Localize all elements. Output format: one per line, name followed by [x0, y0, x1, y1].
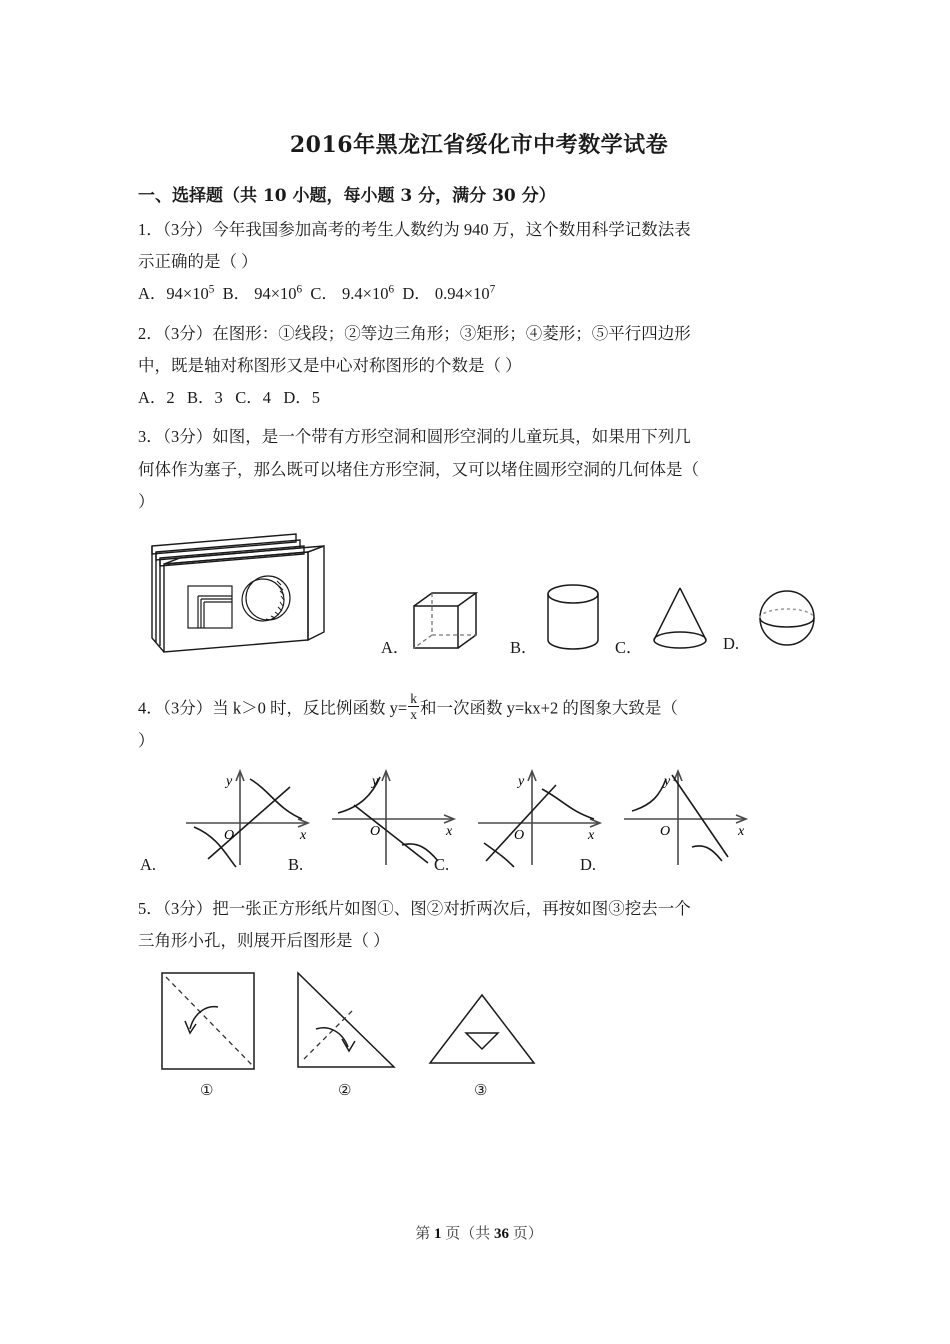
question-4-text-post: 和一次函数 y=kx+2 的图象大致是（ [419, 698, 678, 718]
fold-caption-1: ① [200, 1083, 214, 1100]
option-b-label-q3: B． [510, 637, 538, 657]
question-3 [138, 421, 820, 518]
question-2-text-line1: 在图形：①线段；②等边三角形；③矩形；④菱形；⑤平行四边形 [212, 323, 691, 343]
question-5-text-line1: 把一张正方形纸片如图①、图②对折两次后，再按如图③挖去一个 [212, 898, 691, 918]
question-5-score: （3分） [162, 898, 213, 918]
question-4-text-line2: ） [138, 730, 155, 750]
option-a: A．2 [138, 388, 175, 408]
fold-step-2-figure [290, 967, 402, 1075]
option-a-label-q3: A． [381, 637, 410, 657]
graph-label-b: B. [288, 854, 304, 874]
cube-icon [410, 590, 482, 652]
option-c: C．4 [235, 388, 271, 408]
fold-caption-2: ② [338, 1083, 352, 1100]
option-a-base: 94×10 [166, 284, 209, 304]
graph-label-c: C. [434, 854, 450, 874]
question-2-score: （3分） [162, 323, 213, 343]
axis-label-x: x [588, 827, 595, 843]
axis-label-origin: O [514, 827, 525, 843]
question-4 [138, 692, 820, 757]
question-3-figure [138, 522, 820, 682]
question-1-number: 1． [138, 220, 163, 239]
option-b-exponent: 6 [296, 283, 303, 296]
axis-label-origin: O [660, 823, 671, 839]
graph-label-a: A. [140, 854, 157, 874]
axis-label-x: x [300, 827, 307, 843]
axis-label-origin: O [370, 823, 381, 839]
question-1 [138, 214, 820, 278]
question-3-score: （3分） [162, 427, 213, 447]
axis-label-x: x [738, 823, 745, 839]
axis-label-y: y [664, 773, 671, 789]
footer-total-pages: 36 [494, 1226, 509, 1242]
option-d-exponent: 7 [489, 283, 496, 296]
question-5-text-line2: 三角形小孔，则展开后图形是（ ） [138, 930, 390, 950]
axis-label-x: x [446, 823, 453, 839]
axis-label-y: y [518, 773, 525, 789]
graph-label-d: D. [580, 854, 597, 874]
footer-suffix: 页） [512, 1226, 543, 1242]
question-5-number: 5． [138, 898, 163, 918]
question-1-options [138, 278, 820, 309]
option-d-label: D． [402, 284, 431, 304]
option-a-exponent: 5 [208, 283, 215, 296]
question-4-figure [138, 759, 820, 887]
option-d: D．5 [283, 388, 320, 408]
question-3-text-line2: 何体作为塞子，那么既可以堵住方形空洞，又可以堵住圆形空洞的几何体是（ [138, 459, 699, 479]
toy-block-figure [146, 528, 376, 668]
page-title: 2016年黑龙江省绥化市中考数学试卷 [289, 132, 669, 158]
option-b: B．3 [187, 388, 223, 408]
question-1-text-line1: 今年我国参加高考的考生人数约为 940 万，这个数用科学记数法表 [212, 220, 691, 239]
footer-page-number: 1 [433, 1226, 442, 1242]
question-5 [138, 893, 820, 957]
question-4-score: （3分） [162, 698, 213, 718]
question-2-options [138, 382, 820, 413]
option-d-base: 0.94×10 [434, 284, 490, 304]
page-footer [138, 1222, 820, 1243]
option-c-base: 9.4×10 [342, 284, 389, 304]
question-2-number: 2． [138, 323, 163, 343]
axis-label-y: y [372, 773, 379, 789]
page-content [138, 0, 820, 1344]
question-5-figure [138, 965, 820, 1115]
question-1-text-line2: 示正确的是（ ） [138, 252, 258, 272]
footer-middle: 页（共 [445, 1226, 491, 1242]
cylinder-icon [542, 582, 604, 654]
fold-step-3-figure [422, 987, 542, 1075]
graph-option-d [616, 761, 756, 873]
option-c-label-q3: C． [615, 637, 643, 657]
fraction-denominator: x [410, 707, 417, 723]
cone-icon [646, 584, 714, 654]
axis-label-y: y [226, 773, 233, 789]
fraction-k-over-x [408, 692, 419, 722]
section-heading: 一、选择题（共 10 小题，每小题 3 分，满分 30 分） [138, 186, 556, 206]
question-3-text-line3: ） [138, 491, 155, 511]
option-d-label-q3: D. [723, 633, 740, 653]
question-3-number: 3． [138, 427, 163, 447]
fold-step-1-figure [156, 967, 264, 1075]
sphere-icon [755, 586, 819, 652]
question-2-text-line2: 中，既是轴对称图形又是中心对称图形的个数是（ ） [138, 355, 522, 375]
axis-label-origin: O [224, 827, 235, 843]
option-c-exponent: 6 [388, 283, 395, 296]
fold-caption-3: ③ [474, 1083, 488, 1100]
question-1-score: （3分） [162, 220, 213, 239]
question-3-text-line1: 如图，是一个带有方形空洞和圆形空洞的儿童玩具，如果用下列几 [212, 427, 691, 447]
option-c-label: C． [310, 284, 338, 304]
option-a-label: A． [138, 284, 167, 304]
question-4-text-pre: 当 k＞0 时，反比例函数 y= [212, 698, 408, 718]
fraction-numerator: k [410, 690, 417, 706]
question-4-number: 4． [138, 698, 163, 718]
option-b-label: B． [222, 284, 251, 304]
option-b-base: 94×10 [254, 284, 297, 304]
question-2 [138, 318, 820, 382]
footer-prefix: 第 [415, 1226, 431, 1242]
